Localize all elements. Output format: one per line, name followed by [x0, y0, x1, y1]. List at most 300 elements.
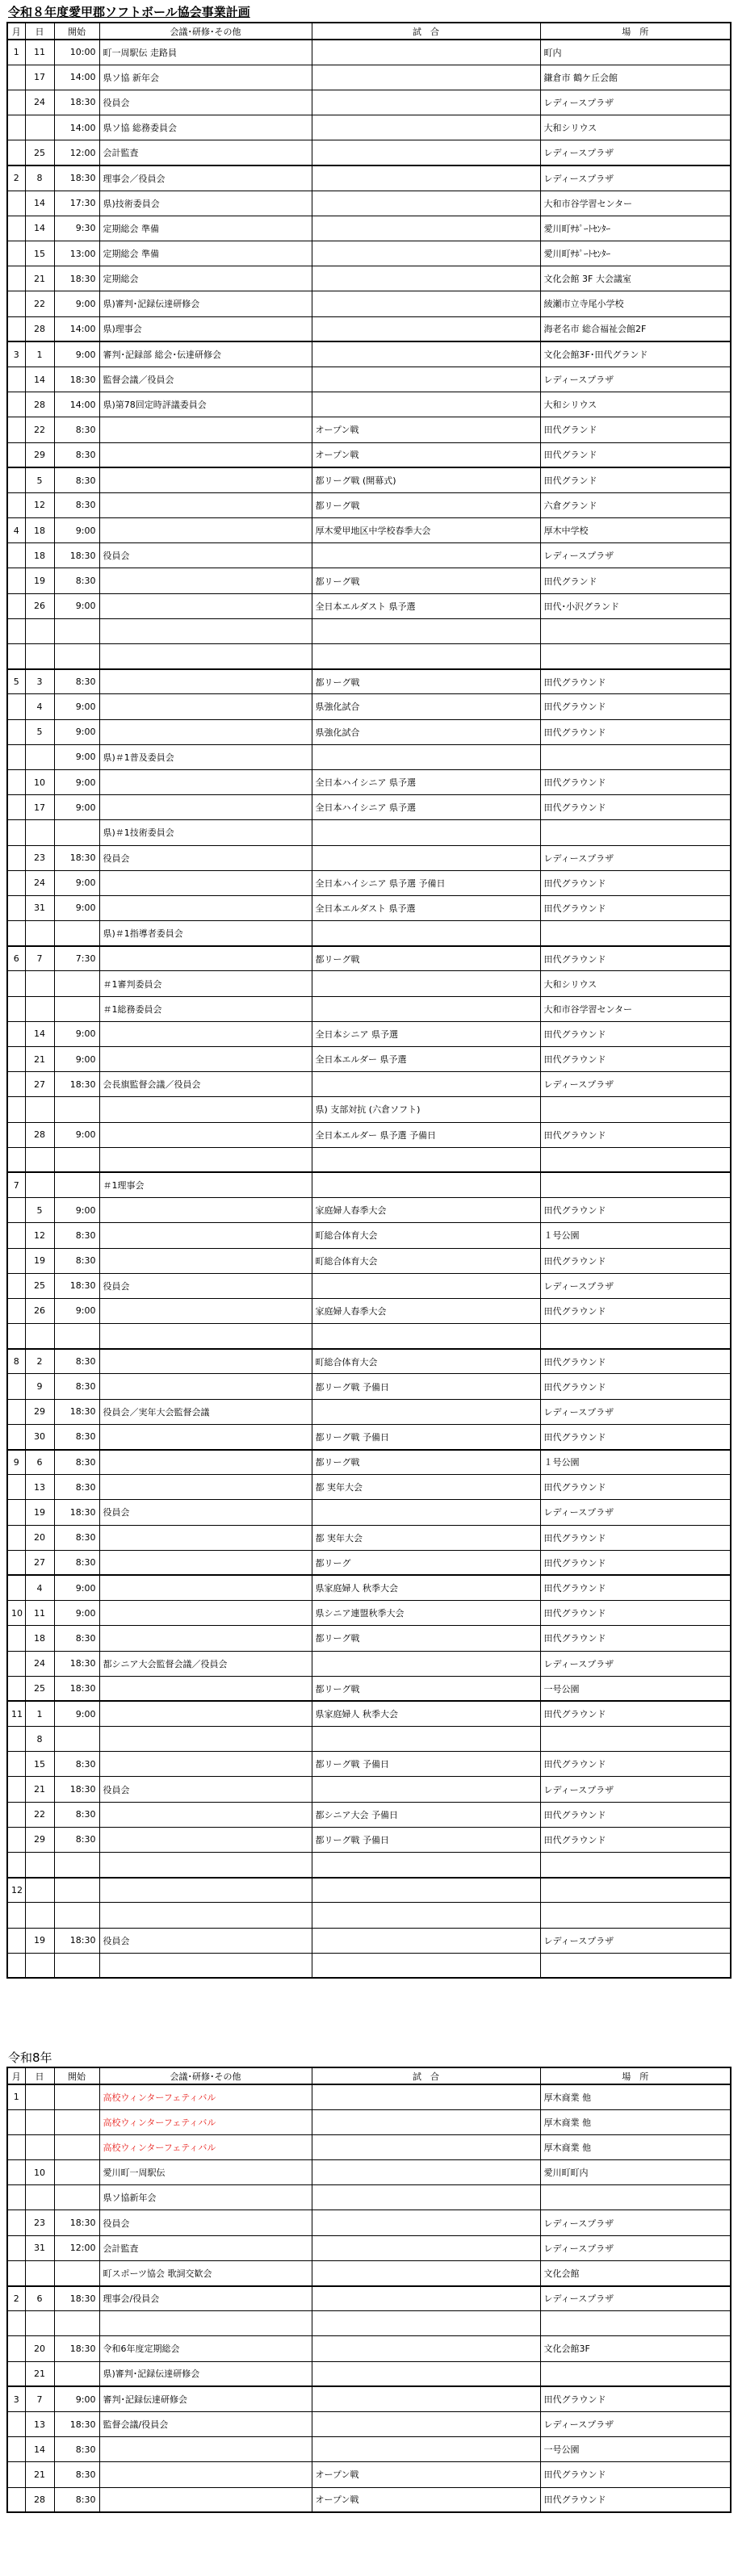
month-cell: [7, 1626, 25, 1651]
day-cell: [25, 1147, 54, 1172]
start-time-cell: 18:30: [54, 2210, 99, 2235]
meeting-cell: [99, 1853, 312, 1878]
start-time-cell: 18:30: [54, 2336, 99, 2361]
meeting-cell: 理事会/役員会: [99, 2286, 312, 2311]
month-cell: [7, 316, 25, 341]
start-time-cell: 8:30: [54, 467, 99, 492]
game-cell: [312, 744, 540, 769]
game-cell: [312, 2084, 540, 2109]
month-cell: [7, 1752, 25, 1777]
table-row: [7, 492, 731, 517]
month-cell: [7, 719, 25, 744]
meeting-cell: [99, 2462, 312, 2487]
start-time-cell: [54, 1324, 99, 1349]
meeting-cell: 役員会: [99, 2210, 312, 2235]
day-cell: 27: [25, 1072, 54, 1097]
month-cell: 6: [7, 946, 25, 971]
table-row: [7, 2286, 731, 2311]
start-time-cell: [54, 1147, 99, 1172]
table-row: [7, 2361, 731, 2386]
table-row: [7, 1827, 731, 1852]
meeting-cell: 愛川町一周駅伝: [99, 2160, 312, 2185]
month-cell: [7, 1374, 25, 1399]
table-row: [7, 1500, 731, 1525]
month-cell: [7, 1525, 25, 1550]
day-cell: 25: [25, 1273, 54, 1298]
game-cell: [312, 165, 540, 191]
start-time-cell: 8:30: [54, 1248, 99, 1273]
day-cell: [25, 2260, 54, 2285]
place-cell: 田代グラウンド: [540, 669, 731, 694]
month-cell: [7, 442, 25, 467]
game-cell: 全日本シニア 県予選: [312, 1021, 540, 1046]
table-row: [7, 1651, 731, 1676]
game-cell: 都 実年大会: [312, 1525, 540, 1550]
start-time-cell: [54, 1097, 99, 1122]
table-row: [7, 1878, 731, 1903]
table-row: [7, 1475, 731, 1500]
table-row: [7, 1047, 731, 1072]
start-time-cell: 9:00: [54, 1601, 99, 1626]
table-row: [7, 694, 731, 719]
header-month: 月: [7, 23, 25, 40]
game-cell: [312, 392, 540, 417]
start-time-cell: 18:30: [54, 543, 99, 568]
meeting-cell: 役員会／実年大会監督会議: [99, 1399, 312, 1424]
table-row: [7, 946, 731, 971]
month-cell: [7, 2311, 25, 2336]
place-cell: [540, 1172, 731, 1197]
meeting-cell: 県)審判･記録伝達研修会: [99, 291, 312, 316]
place-cell: 一号公園: [540, 1676, 731, 1701]
place-cell: [540, 921, 731, 946]
start-time-cell: 8:30: [54, 2462, 99, 2487]
month-cell: [7, 1827, 25, 1852]
place-cell: 田代グランド: [540, 442, 731, 467]
place-cell: レディースプラザ: [540, 2411, 731, 2436]
header-meeting: 会議･研修･その他: [99, 2067, 312, 2084]
month-cell: [7, 1147, 25, 1172]
place-cell: レディースプラザ: [540, 1651, 731, 1676]
place-cell: 厚木商業 他: [540, 2084, 731, 2109]
day-cell: 12: [25, 1223, 54, 1248]
game-cell: [312, 2386, 540, 2411]
start-time-cell: 9:00: [54, 1021, 99, 1046]
meeting-cell: 県ソ協 総務委員会: [99, 115, 312, 140]
place-cell: [540, 2185, 731, 2210]
start-time-cell: 9:00: [54, 341, 99, 367]
game-cell: 都リーグ戦 予備日: [312, 1827, 540, 1852]
place-cell: 田代グラウンド: [540, 1122, 731, 1147]
day-cell: 5: [25, 1198, 54, 1223]
meeting-cell: [99, 2437, 312, 2462]
day-cell: [25, 1172, 54, 1197]
place-cell: 田代グラウンド: [540, 719, 731, 744]
day-cell: 25: [25, 140, 54, 165]
header-start: 開始: [54, 2067, 99, 2084]
place-cell: 六倉グランド: [540, 492, 731, 517]
meeting-cell: 高校ウィンターフェティバル: [99, 2084, 312, 2109]
page-title: 令和８年度愛甲郡ソフトボール協会事業計画: [8, 5, 250, 19]
day-cell: 21: [25, 1047, 54, 1072]
month-cell: [7, 769, 25, 794]
month-cell: [7, 1500, 25, 1525]
day-cell: [25, 921, 54, 946]
month-cell: 10: [7, 1601, 25, 1626]
place-cell: 田代グラウンド: [540, 1198, 731, 1223]
header-start: 開始: [54, 23, 99, 40]
table-row: [7, 2411, 731, 2436]
day-cell: [25, 1903, 54, 1928]
meeting-cell: 県)＃1普及委員会: [99, 744, 312, 769]
day-cell: 26: [25, 593, 54, 618]
month-cell: [7, 1651, 25, 1676]
game-cell: [312, 266, 540, 291]
day-cell: [25, 2109, 54, 2134]
meeting-cell: [99, 467, 312, 492]
day-cell: 27: [25, 1550, 54, 1575]
start-time-cell: 18:30: [54, 1651, 99, 1676]
meeting-cell: 役員会: [99, 1273, 312, 1298]
place-cell: [540, 820, 731, 845]
schedule-table-2026: [6, 22, 732, 1979]
day-cell: 8: [25, 1727, 54, 1752]
month-cell: [7, 1273, 25, 1298]
start-time-cell: 18:30: [54, 1273, 99, 1298]
day-cell: 14: [25, 1021, 54, 1046]
meeting-cell: [99, 644, 312, 669]
month-cell: [7, 2134, 25, 2159]
start-time-cell: 8:30: [54, 1475, 99, 1500]
meeting-cell: [99, 1953, 312, 1978]
start-time-cell: 12:00: [54, 140, 99, 165]
start-time-cell: 18:30: [54, 367, 99, 392]
day-cell: 4: [25, 1575, 54, 1600]
start-time-cell: 14:00: [54, 392, 99, 417]
month-cell: [7, 593, 25, 618]
meeting-cell: [99, 2487, 312, 2512]
day-cell: 28: [25, 316, 54, 341]
meeting-cell: [99, 1727, 312, 1752]
header-day: 日: [25, 2067, 54, 2084]
table-row: [7, 1424, 731, 1449]
table-row: [7, 65, 731, 90]
start-time-cell: [54, 1727, 99, 1752]
month-cell: [7, 1903, 25, 1928]
table-row: [7, 1324, 731, 1349]
month-cell: [7, 2437, 25, 2462]
table-row: [7, 971, 731, 996]
month-cell: [7, 2462, 25, 2487]
place-cell: レディースプラザ: [540, 1500, 731, 1525]
table-row: [7, 2109, 731, 2134]
meeting-cell: 定期総会 準備: [99, 241, 312, 266]
day-cell: 29: [25, 442, 54, 467]
month-cell: [7, 392, 25, 417]
day-cell: 14: [25, 191, 54, 216]
game-cell: [312, 216, 540, 241]
meeting-cell: [99, 1450, 312, 1475]
start-time-cell: [54, 921, 99, 946]
meeting-cell: ＃1理事会: [99, 1172, 312, 1197]
table-row: [7, 2210, 731, 2235]
game-cell: 家庭婦人春季大会: [312, 1198, 540, 1223]
game-cell: [312, 2361, 540, 2386]
month-cell: [7, 2411, 25, 2436]
day-cell: 15: [25, 241, 54, 266]
table-row: [7, 2134, 731, 2159]
game-cell: 都シニア大会 予備日: [312, 1802, 540, 1827]
day-cell: 23: [25, 845, 54, 870]
game-cell: [312, 40, 540, 65]
month-cell: [7, 1676, 25, 1701]
place-cell: レディースプラザ: [540, 367, 731, 392]
day-cell: 12: [25, 492, 54, 517]
day-cell: 10: [25, 769, 54, 794]
meeting-cell: [99, 1349, 312, 1374]
day-cell: 6: [25, 2286, 54, 2311]
start-time-cell: 9:00: [54, 870, 99, 895]
meeting-cell: [99, 1097, 312, 1122]
game-cell: [312, 1853, 540, 1878]
place-cell: 田代グラウンド: [540, 1374, 731, 1399]
game-cell: [312, 921, 540, 946]
table-row: [7, 1575, 731, 1600]
table-row: [7, 921, 731, 946]
meeting-cell: [99, 1122, 312, 1147]
start-time-cell: 18:30: [54, 165, 99, 191]
meeting-cell: [99, 417, 312, 442]
meeting-cell: 県)技術委員会: [99, 191, 312, 216]
meeting-cell: 役員会: [99, 845, 312, 870]
table-row: [7, 2336, 731, 2361]
month-cell: [7, 1777, 25, 1802]
meeting-cell: [99, 1701, 312, 1726]
table-row: [7, 1953, 731, 1978]
game-cell: 厚木愛甲地区中学校春季大会: [312, 518, 540, 543]
place-cell: 田代グラウンド: [540, 870, 731, 895]
meeting-cell: [99, 442, 312, 467]
table-row: [7, 644, 731, 669]
table-row: [7, 1450, 731, 1475]
place-cell: [540, 1147, 731, 1172]
day-cell: 4: [25, 694, 54, 719]
place-cell: 田代グラウンド: [540, 694, 731, 719]
start-time-cell: 13:00: [54, 241, 99, 266]
place-cell: 田代グラウンド: [540, 1298, 731, 1323]
day-cell: [25, 1853, 54, 1878]
start-time-cell: 9:00: [54, 1298, 99, 1323]
game-cell: [312, 1727, 540, 1752]
table-row: [7, 1349, 731, 1374]
start-time-cell: [54, 644, 99, 669]
month-cell: [7, 140, 25, 165]
table-row: [7, 367, 731, 392]
day-cell: 28: [25, 392, 54, 417]
table-row: [7, 40, 731, 65]
place-cell: 田代グラウンド: [540, 1525, 731, 1550]
day-cell: 18: [25, 543, 54, 568]
table-row: [7, 2462, 731, 2487]
table-row: [7, 1273, 731, 1298]
day-cell: [25, 996, 54, 1021]
start-time-cell: 9:00: [54, 694, 99, 719]
meeting-cell: [99, 568, 312, 593]
start-time-cell: 18:30: [54, 2286, 99, 2311]
game-cell: 都リーグ戦: [312, 1676, 540, 1701]
game-cell: [312, 1953, 540, 1978]
table-header-row: [7, 23, 731, 40]
place-cell: 田代グラウンド: [540, 1424, 731, 1449]
month-cell: [7, 1324, 25, 1349]
meeting-cell: [99, 1198, 312, 1223]
game-cell: [312, 2210, 540, 2235]
month-cell: [7, 1424, 25, 1449]
month-cell: [7, 870, 25, 895]
place-cell: 田代グラウンド: [540, 1601, 731, 1626]
day-cell: 14: [25, 216, 54, 241]
game-cell: 都リーグ戦: [312, 492, 540, 517]
table-row: [7, 593, 731, 618]
table-row: [7, 2437, 731, 2462]
meeting-cell: 定期総会: [99, 266, 312, 291]
meeting-cell: 県)＃1技術委員会: [99, 820, 312, 845]
day-cell: 24: [25, 1651, 54, 1676]
start-time-cell: [54, 971, 99, 996]
meeting-cell: [99, 694, 312, 719]
table-row: [7, 216, 731, 241]
month-cell: [7, 467, 25, 492]
day-cell: 13: [25, 2411, 54, 2436]
game-cell: オープン戦: [312, 2462, 540, 2487]
day-cell: 1: [25, 341, 54, 367]
day-cell: 24: [25, 90, 54, 115]
month-cell: [7, 1047, 25, 1072]
meeting-cell: 都シニア大会監督会議／役員会: [99, 1651, 312, 1676]
game-cell: 町総合体育大会: [312, 1223, 540, 1248]
month-cell: 8: [7, 1349, 25, 1374]
start-time-cell: 17:30: [54, 191, 99, 216]
day-cell: 22: [25, 291, 54, 316]
month-cell: [7, 115, 25, 140]
table-row: [7, 417, 731, 442]
table-row: [7, 618, 731, 643]
table-row: [7, 165, 731, 191]
month-cell: [7, 2210, 25, 2235]
game-cell: [312, 971, 540, 996]
month-cell: 3: [7, 2386, 25, 2411]
place-cell: レディースプラザ: [540, 1273, 731, 1298]
table-row: [7, 115, 731, 140]
table-row: [7, 1676, 731, 1701]
game-cell: [312, 115, 540, 140]
meeting-cell: ＃1審判委員会: [99, 971, 312, 996]
game-cell: [312, 845, 540, 870]
game-cell: 全日本エルダスト 県予選: [312, 593, 540, 618]
place-cell: 田代グランド: [540, 417, 731, 442]
meeting-cell: [99, 1626, 312, 1651]
table-row: [7, 1072, 731, 1097]
day-cell: 5: [25, 467, 54, 492]
start-time-cell: [54, 2084, 99, 2109]
day-cell: 28: [25, 2487, 54, 2512]
place-cell: 厚木商業 他: [540, 2109, 731, 2134]
place-cell: 厚木中学校: [540, 518, 731, 543]
meeting-cell: [99, 1752, 312, 1777]
day-cell: 21: [25, 1777, 54, 1802]
day-cell: 24: [25, 870, 54, 895]
start-time-cell: [54, 820, 99, 845]
month-cell: [7, 1298, 25, 1323]
place-cell: 大和シリウス: [540, 392, 731, 417]
month-cell: [7, 1727, 25, 1752]
place-cell: [540, 2311, 731, 2336]
start-time-cell: 9:00: [54, 593, 99, 618]
day-cell: [25, 820, 54, 845]
start-time-cell: 8:30: [54, 1752, 99, 1777]
table-row: [7, 795, 731, 820]
place-cell: [540, 1903, 731, 1928]
game-cell: 都リーグ戦: [312, 568, 540, 593]
place-cell: 大和シリウス: [540, 115, 731, 140]
month-cell: [7, 921, 25, 946]
place-cell: 文化会館: [540, 2260, 731, 2285]
table-row: [7, 1525, 731, 1550]
table-row: [7, 2235, 731, 2260]
month-cell: [7, 1575, 25, 1600]
month-cell: [7, 90, 25, 115]
game-cell: [312, 90, 540, 115]
meeting-cell: [99, 1324, 312, 1349]
meeting-cell: 県)審判･記録伝達研修会: [99, 2361, 312, 2386]
header-month: 月: [7, 2067, 25, 2084]
table-row: [7, 1802, 731, 1827]
table-row: [7, 1374, 731, 1399]
game-cell: [312, 316, 540, 341]
place-cell: レディースプラザ: [540, 1928, 731, 1953]
game-cell: [312, 618, 540, 643]
start-time-cell: 14:00: [54, 115, 99, 140]
place-cell: [540, 1853, 731, 1878]
month-cell: [7, 1550, 25, 1575]
month-cell: [7, 2487, 25, 2512]
month-cell: [7, 895, 25, 920]
game-cell: [312, 2336, 540, 2361]
month-cell: 9: [7, 1450, 25, 1475]
start-time-cell: [54, 2311, 99, 2336]
month-cell: [7, 417, 25, 442]
table-header-row: [7, 2067, 731, 2084]
meeting-cell: [99, 1047, 312, 1072]
game-cell: [312, 2311, 540, 2336]
meeting-cell: [99, 1601, 312, 1626]
month-cell: [7, 291, 25, 316]
day-cell: 31: [25, 2235, 54, 2260]
game-cell: [312, 820, 540, 845]
day-cell: 20: [25, 1525, 54, 1550]
start-time-cell: 8:30: [54, 669, 99, 694]
table-row: [7, 1248, 731, 1273]
table-row: [7, 266, 731, 291]
place-cell: 町内: [540, 40, 731, 65]
place-cell: レディースプラザ: [540, 140, 731, 165]
start-time-cell: 9:30: [54, 216, 99, 241]
table-row: [7, 669, 731, 694]
start-time-cell: 18:30: [54, 1777, 99, 1802]
place-cell: [540, 1727, 731, 1752]
meeting-cell: 監督会議/役員会: [99, 2411, 312, 2436]
meeting-cell: 審判･記録部 総会･伝達研修会: [99, 341, 312, 367]
